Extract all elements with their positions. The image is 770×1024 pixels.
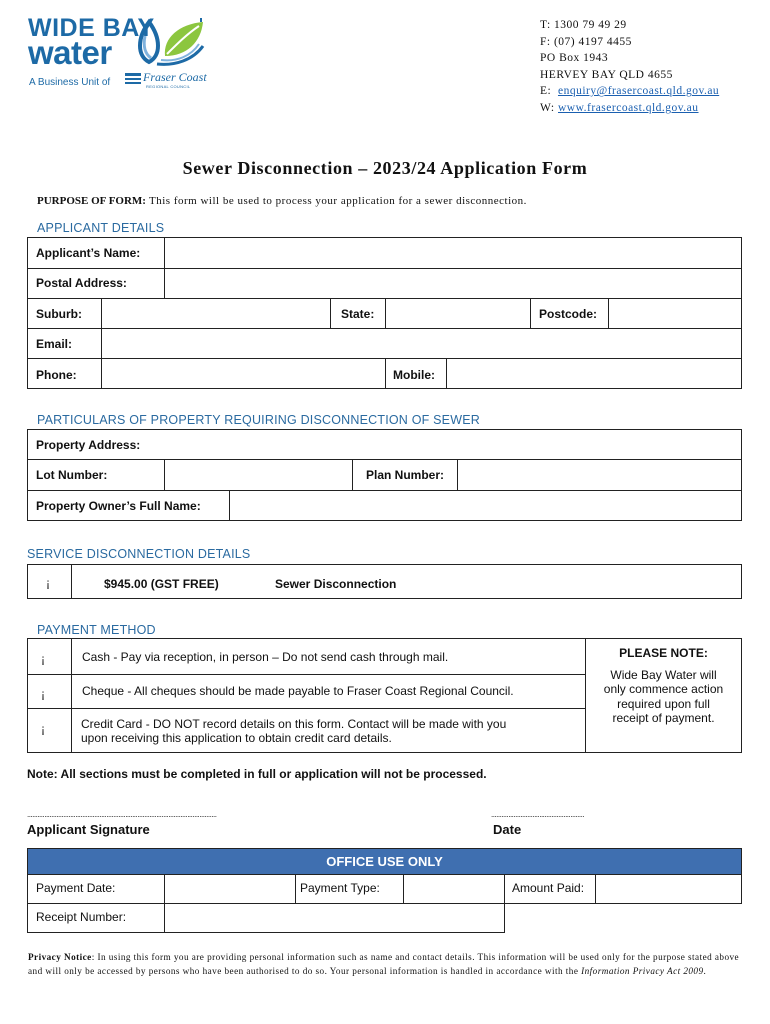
privacy-end: . bbox=[703, 966, 707, 976]
amount-paid-field[interactable] bbox=[597, 876, 740, 902]
payment-card-radio[interactable]: ¡ bbox=[41, 722, 45, 736]
please-note-box bbox=[587, 646, 740, 726]
please-note-title: PLEASE NOTE: bbox=[619, 646, 708, 660]
business-unit-text: A Business Unit of bbox=[29, 77, 111, 88]
email-field[interactable] bbox=[103, 330, 740, 357]
form-title: Sewer Disconnection – 2023/24 Application Form bbox=[182, 158, 588, 178]
property-owner-field[interactable] bbox=[231, 492, 740, 519]
purpose-text: This form will be used to process your application for a sewer disconnection. bbox=[149, 195, 527, 207]
please-note-line-2: only commence action bbox=[603, 682, 724, 696]
signature-label: Applicant Signature bbox=[27, 822, 150, 837]
service-option-radio[interactable]: ¡ bbox=[46, 576, 50, 590]
regional-council-text: REGIONAL COUNCIL bbox=[146, 84, 191, 89]
payment-cheque-text: Cheque - All cheques should be made payable to Fraser Coast Regional Council. bbox=[82, 684, 514, 698]
payment-date-label: Payment Date: bbox=[36, 881, 116, 895]
web-link[interactable]: www.frasercoast.qld.gov.au bbox=[558, 101, 699, 114]
property-address-field[interactable] bbox=[160, 431, 740, 458]
postcode-field[interactable] bbox=[610, 300, 740, 327]
date-line[interactable]: ...................................................... bbox=[491, 810, 585, 819]
web-line bbox=[540, 100, 719, 117]
please-note-line-4: receipt of payment. bbox=[612, 711, 715, 725]
logo-water-text: water bbox=[28, 34, 112, 71]
payment-type-field[interactable] bbox=[405, 876, 503, 902]
applicant-details-heading: APPLICANT DETAILS bbox=[37, 221, 165, 235]
property-address-label: Property Address: bbox=[36, 438, 141, 452]
payment-cheque-radio[interactable]: ¡ bbox=[41, 687, 45, 701]
phone-label: Phone: bbox=[36, 368, 77, 382]
payment-card-text-1: Credit Card - DO NOT record details on this form. Contact will be made with you bbox=[81, 717, 507, 731]
phone-line: T: 1300 79 49 29 bbox=[540, 19, 627, 31]
plan-number-field[interactable] bbox=[459, 461, 740, 489]
plan-number-label: Plan Number: bbox=[366, 468, 445, 482]
lot-number-field[interactable] bbox=[166, 461, 351, 489]
payment-date-field[interactable] bbox=[166, 876, 294, 902]
po-box-line: PO Box 1943 bbox=[540, 52, 609, 65]
applicant-name-label: Applicant’s Name: bbox=[36, 246, 141, 260]
lot-number-label: Lot Number: bbox=[36, 468, 108, 482]
web-prefix: W: bbox=[540, 101, 555, 114]
fax-line: F: (07) 4197 4455 bbox=[540, 35, 632, 48]
please-note-line-1: Wide Bay Water will bbox=[610, 667, 717, 682]
email-link[interactable]: enquiry@frasercoast.qld.gov.au bbox=[557, 85, 720, 98]
mobile-field[interactable] bbox=[448, 360, 740, 387]
signature-line[interactable]: .............................................................................................................. bbox=[27, 810, 217, 819]
privacy-notice bbox=[28, 950, 740, 978]
office-use-heading: OFFICE USE ONLY bbox=[27, 848, 742, 875]
property-owner-label: Property Owner’s Full Name: bbox=[36, 499, 201, 513]
payment-cash-text: Cash - Pay via reception, in person – Do not send cash through mail. bbox=[82, 650, 449, 664]
payment-cash-radio[interactable]: ¡ bbox=[41, 652, 45, 666]
fraser-coast-mark-icon bbox=[124, 70, 142, 86]
receipt-number-field[interactable] bbox=[166, 905, 503, 931]
service-item: Sewer Disconnection bbox=[275, 577, 397, 591]
privacy-act: Information Privacy Act 2009 bbox=[581, 966, 704, 976]
purpose-line bbox=[37, 195, 527, 207]
amount-paid-label: Amount Paid: bbox=[512, 881, 585, 895]
payment-card-text-2: upon receiving this application to obtain credit card details. bbox=[81, 731, 392, 745]
contact-block bbox=[540, 17, 719, 117]
payment-heading: PAYMENT METHOD bbox=[37, 623, 156, 637]
state-field[interactable] bbox=[387, 300, 529, 327]
completion-note: Note: All sections must be completed in full or application will not be processed. bbox=[27, 767, 487, 781]
logo-wide-bay-text: WIDE BAY bbox=[28, 14, 155, 42]
city-line: HERVEY BAY QLD 4655 bbox=[540, 68, 673, 81]
fraser-coast-script: Fraser Coast bbox=[143, 70, 207, 84]
please-note-line-3: required upon full bbox=[617, 696, 710, 711]
suburb-label: Suburb: bbox=[36, 307, 82, 321]
suburb-field[interactable] bbox=[103, 300, 329, 327]
receipt-number-label: Receipt Number: bbox=[36, 910, 127, 924]
email-line bbox=[540, 83, 719, 100]
purpose-label: PURPOSE OF FORM: bbox=[37, 195, 146, 207]
email-prefix: E: bbox=[540, 85, 552, 98]
state-label: State: bbox=[341, 307, 375, 321]
postcode-label: Postcode: bbox=[539, 307, 598, 321]
privacy-label: Privacy Notice bbox=[28, 952, 92, 962]
service-heading: SERVICE DISCONNECTION DETAILS bbox=[27, 547, 251, 561]
email-label: Email: bbox=[36, 337, 73, 351]
payment-type-label: Payment Type: bbox=[300, 881, 380, 895]
phone-field[interactable] bbox=[103, 360, 384, 387]
postal-address-field[interactable] bbox=[166, 270, 740, 297]
date-label: Date bbox=[493, 822, 522, 837]
service-price: $945.00 (GST FREE) bbox=[104, 577, 219, 591]
applicant-name-field[interactable] bbox=[166, 239, 740, 267]
postal-address-label: Postal Address: bbox=[36, 276, 127, 290]
privacy-text: : In using this form you are providing personal information such as name and contact details. This information will be used only for the purpose stated above and will only be accessed by persons who have been authorised to do so. Your personal information is handled in accordance with the bbox=[28, 952, 740, 976]
water-drop-leaf-icon bbox=[135, 16, 207, 68]
mobile-label: Mobile: bbox=[393, 368, 435, 382]
property-heading: PARTICULARS OF PROPERTY REQUIRING DISCONNECTION OF SEWER bbox=[37, 413, 480, 427]
